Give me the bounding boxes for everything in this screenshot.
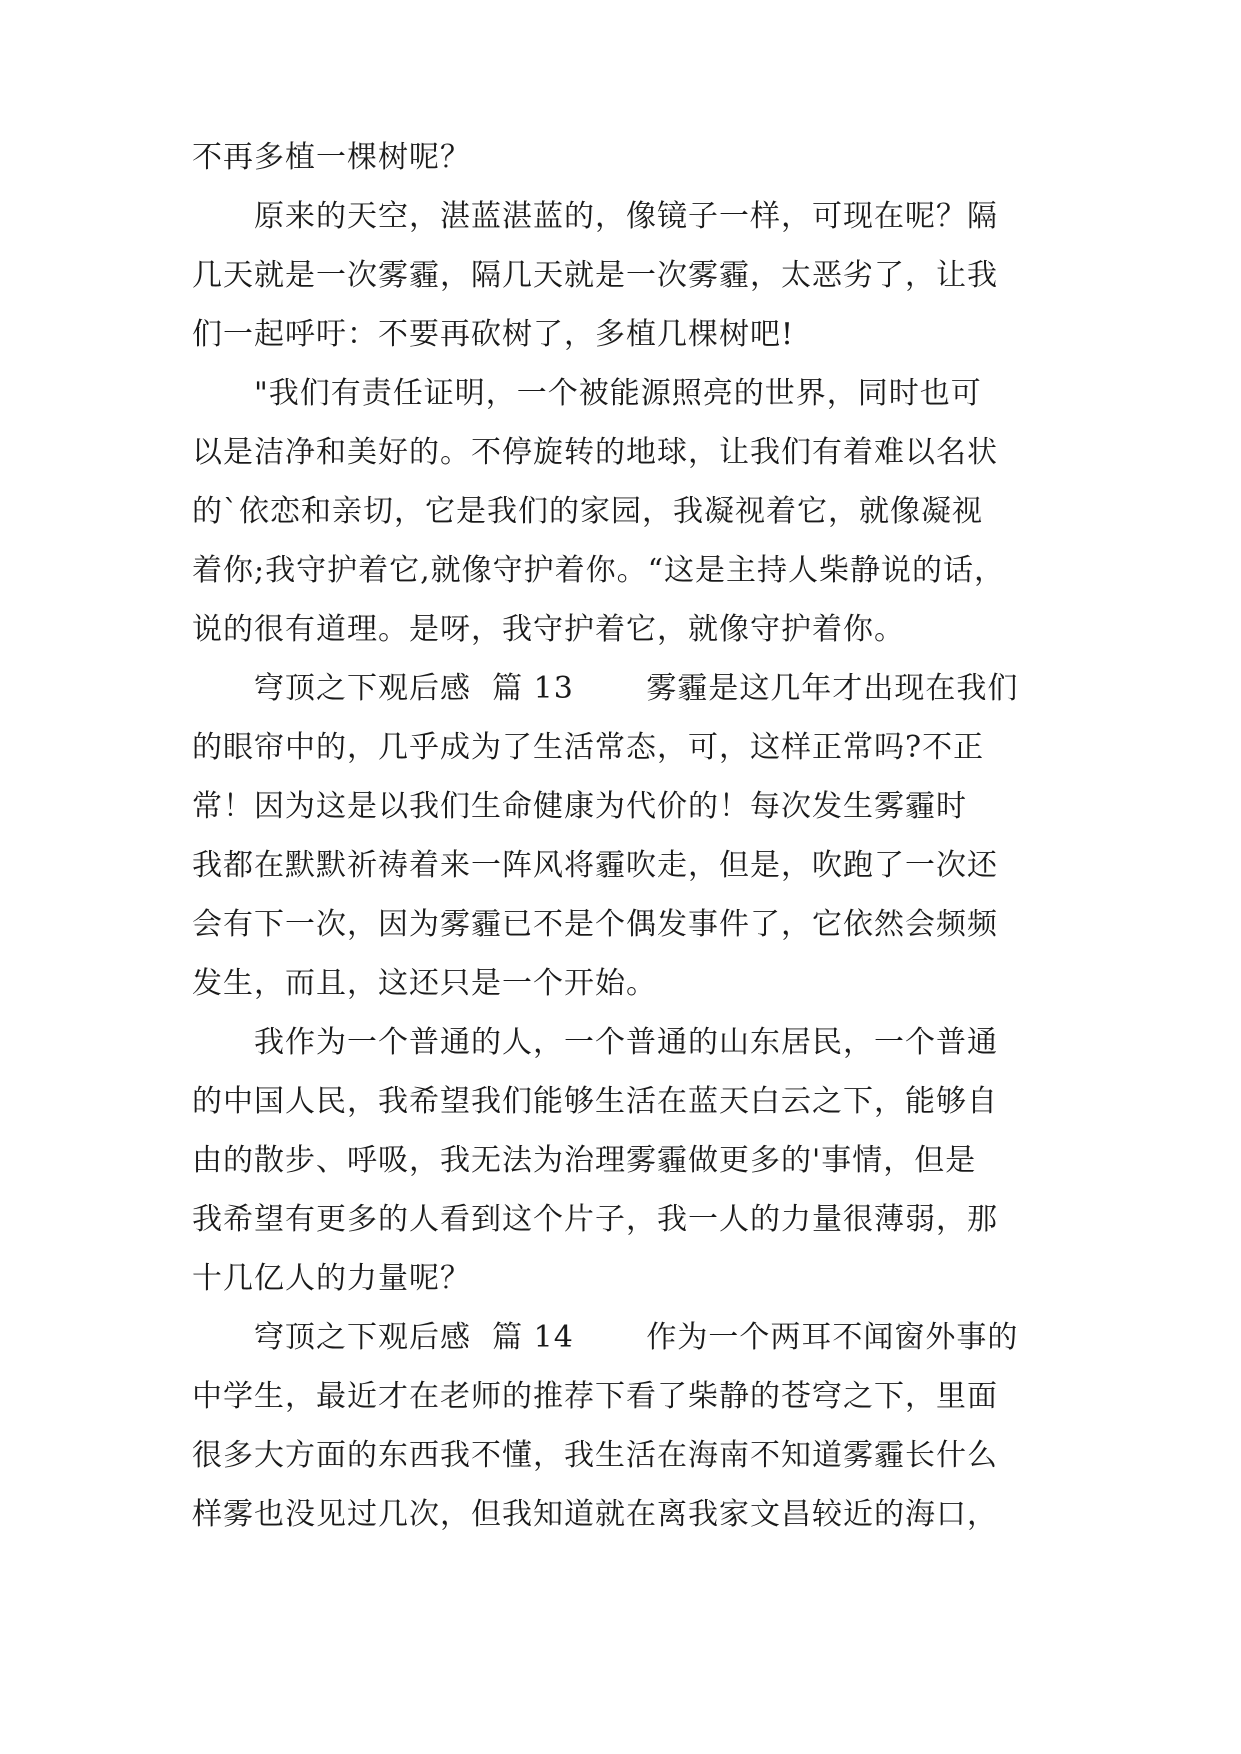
text-line: 常！因为这是以我们生命健康为代价的！每次发生雾霾时 (192, 789, 967, 824)
text-line: 我希望有更多的人看到这个片子，我一人的力量很薄弱，那 (192, 1202, 998, 1237)
text-line: 说的很有道理。是呀，我守护着它，就像守护着你。 (192, 612, 905, 647)
text-line: 十几亿人的力量呢？ (192, 1261, 471, 1296)
text-line: "我们有责任证明，一个被能源照亮的世界，同时也可 (192, 376, 982, 411)
text-line: 不再多植一棵树呢？ (192, 140, 471, 175)
text-line: 原来的天空，湛蓝湛蓝的，像镜子一样，可现在呢？隔 (192, 199, 998, 234)
text-line: 我作为一个普通的人，一个普通的山东居民，一个普通 (192, 1025, 998, 1060)
text-line: 会有下一次，因为雾霾已不是个偶发事件了，它依然会频频 (192, 907, 998, 942)
text-line: 以是洁净和美好的。不停旋转的地球，让我们有着难以名状 (192, 435, 998, 470)
section-heading-line: 穹顶之下观后感 篇 13 雾霾是这几年才出现在我们 (192, 671, 1019, 706)
text-line: 的`依恋和亲切，它是我们的家园，我凝视着它，就像凝视 (192, 494, 983, 529)
text-line: 着你;我守护着它,就像守护着你。“这是主持人柴静说的话， (192, 553, 1005, 588)
text-line: 们一起呼吁：不要再砍树了，多植几棵树吧! (192, 317, 795, 352)
text-line: 的中国人民，我希望我们能够生活在蓝天白云之下，能够自 (192, 1084, 998, 1119)
section-heading-line: 穹顶之下观后感 篇 14 作为一个两耳不闻窗外事的 (192, 1320, 1019, 1355)
text-line: 的眼帘中的，几乎成为了生活常态，可，这样正常吗?不正 (192, 730, 985, 765)
text-line: 由的散步、呼吸，我无法为治理雾霾做更多的'事情，但是 (192, 1143, 977, 1178)
text-line: 几天就是一次雾霾，隔几天就是一次雾霾，太恶劣了，让我 (192, 258, 998, 293)
text-line: 我都在默默祈祷着来一阵风将霾吹走，但是，吹跑了一次还 (192, 848, 998, 883)
text-line: 样雾也没见过几次，但我知道就在离我家文昌较近的海口， (192, 1497, 998, 1532)
text-line: 发生，而且，这还只是一个开始。 (192, 966, 657, 1001)
text-line: 中学生，最近才在老师的推荐下看了柴静的苍穹之下，里面 (192, 1379, 998, 1414)
text-line: 很多大方面的东西我不懂，我生活在海南不知道雾霾长什么 (192, 1438, 998, 1473)
